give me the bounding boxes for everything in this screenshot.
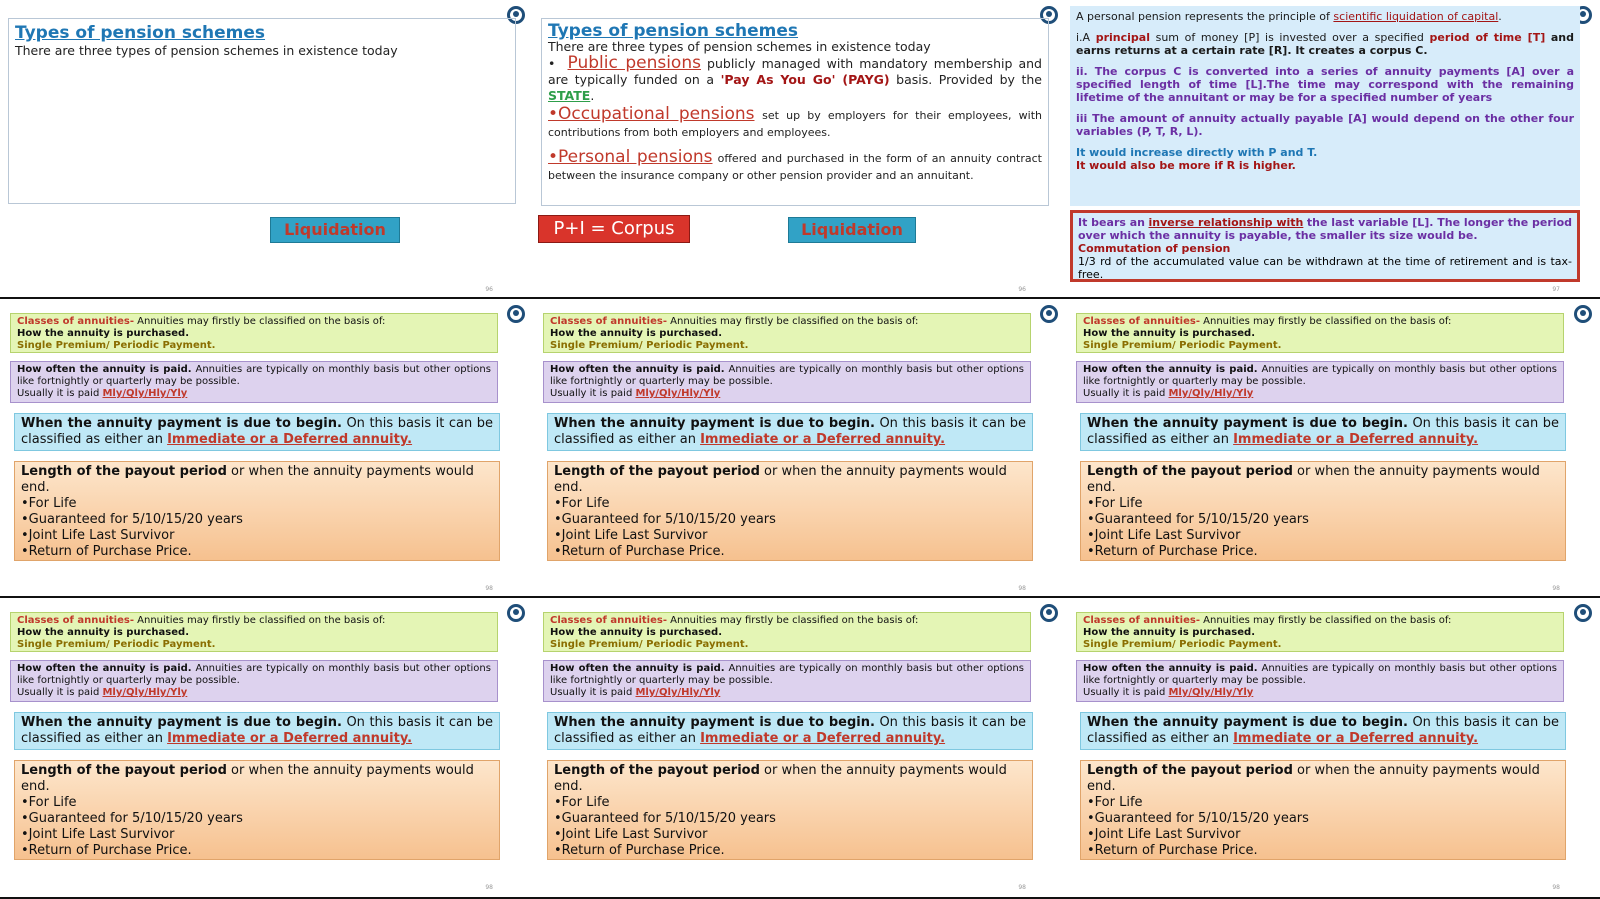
frequency-link[interactable]: Mly/Qly/Hly/Yly bbox=[102, 388, 188, 399]
occupational-text: set up by employers for their employees, with contributions from both employers and employees. bbox=[548, 109, 1042, 139]
single-premium: Single Premium/ Periodic Payment. bbox=[17, 340, 216, 351]
p1-text: i.A bbox=[1076, 31, 1091, 44]
option-guaranteed: •Guaranteed for 5/10/15/20 years bbox=[21, 512, 243, 527]
logo-icon bbox=[1574, 604, 1592, 622]
frequency-link[interactable]: Mly/Qly/Hly/Yly bbox=[635, 388, 721, 399]
frequency-link[interactable]: Mly/Qly/Hly/Yly bbox=[1168, 388, 1254, 399]
usually-text: Usually it is paid bbox=[550, 388, 633, 399]
single-premium: Single Premium/ Periodic Payment. bbox=[1083, 340, 1282, 351]
when-begin-box bbox=[14, 712, 500, 750]
when-text: On this basis it can be classified as either an bbox=[554, 715, 1027, 746]
how-often-box bbox=[10, 361, 498, 403]
option-guaranteed: •Guaranteed for 5/10/15/20 years bbox=[554, 512, 776, 527]
when-text: On this basis it can be classified as either an bbox=[1087, 416, 1560, 447]
classes-label: Classes of annuities- bbox=[17, 316, 134, 327]
how-purchased: How the annuity is purchased. bbox=[1083, 627, 1255, 638]
immediate-deferred-link[interactable]: Immediate or a Deferred annuity. bbox=[700, 731, 946, 746]
frequency-link[interactable]: Mly/Qly/Hly/Yly bbox=[635, 687, 721, 698]
box-b: the last variable [L]. The longer the period over which the annuity is payable, the smaller its size would be. bbox=[1078, 216, 1573, 242]
usually-text: Usually it is paid bbox=[1083, 388, 1166, 399]
how-often-box bbox=[543, 361, 1031, 403]
payout-period-box bbox=[1080, 461, 1566, 561]
when-title: When the annuity payment is due to begin. bbox=[1087, 715, 1408, 730]
page-number: 96 bbox=[485, 286, 493, 293]
how-purchased: How the annuity is purchased. bbox=[550, 627, 722, 638]
personal-pensions-item bbox=[548, 149, 1042, 184]
classes-label: Classes of annuities- bbox=[550, 316, 667, 327]
personal-title: •Personal pensions bbox=[548, 147, 713, 167]
how-often-text: Annuities are typically on monthly basis but other options like fortnightly or quarterly may be possible. bbox=[550, 364, 1024, 387]
payout-period-box bbox=[14, 461, 500, 561]
option-joint-life: •Joint Life Last Survivor bbox=[21, 827, 175, 842]
usually-text: Usually it is paid bbox=[17, 388, 100, 399]
length-text: or when the annuity payments would end. bbox=[554, 464, 1007, 495]
how-often-title: How often the annuity is paid. bbox=[550, 364, 725, 375]
option-joint-life: •Joint Life Last Survivor bbox=[554, 528, 708, 543]
classes-label: Classes of annuities- bbox=[1083, 615, 1200, 626]
option-return-price: •Return of Purchase Price. bbox=[554, 843, 725, 858]
page-number: 97 bbox=[1552, 286, 1560, 293]
length-text: or when the annuity payments would end. bbox=[554, 763, 1007, 794]
single-premium: Single Premium/ Periodic Payment. bbox=[550, 639, 749, 650]
slide-classes-of-annuities bbox=[533, 598, 1066, 897]
content-box bbox=[541, 18, 1049, 206]
how-often-title: How often the annuity is paid. bbox=[17, 663, 192, 674]
public-text: publicly managed with mandatory membership and are typically funded on a bbox=[548, 56, 1042, 87]
when-text: On this basis it can be classified as either an bbox=[21, 416, 494, 447]
option-for-life: •For Life bbox=[21, 795, 77, 810]
content-box bbox=[8, 18, 516, 204]
p1-b: sum of money [P] is invested over a specified bbox=[1155, 31, 1424, 44]
logo-icon bbox=[1040, 604, 1058, 622]
when-title: When the annuity payment is due to begin. bbox=[21, 715, 342, 730]
how-often-text: Annuities are typically on monthly basis but other options like fortnightly or quarterly may be possible. bbox=[1083, 364, 1557, 387]
option-for-life: •For Life bbox=[1087, 795, 1143, 810]
page-number: 98 bbox=[1552, 585, 1560, 592]
single-premium: Single Premium/ Periodic Payment. bbox=[1083, 639, 1282, 650]
length-title: Length of the payout period bbox=[1087, 464, 1293, 479]
slide-title: Types of pension schemes bbox=[548, 21, 799, 41]
option-joint-life: •Joint Life Last Survivor bbox=[21, 528, 175, 543]
page-number: 98 bbox=[1018, 884, 1026, 891]
when-title: When the annuity payment is due to begin. bbox=[21, 416, 342, 431]
p5-text: It would also be more if R is higher. bbox=[1076, 159, 1296, 172]
payout-period-box bbox=[547, 461, 1033, 561]
occupational-pensions-item bbox=[548, 106, 1042, 141]
classes-text: Annuities may firstly be classified on the basis of: bbox=[670, 316, 919, 327]
option-joint-life: •Joint Life Last Survivor bbox=[1087, 528, 1241, 543]
personal-pension-text: A personal pension represents the principle of scientific liquidation of capital. i.A principal sum of money [P] is invested over a specified period of time [T] and earns returns at a certain rate [R]. It creates a corpus C. ii. The corpus C is converted into a series of annuity payments [A] over a specified length of time [L].The time may correspond with the remaining lifetime of the annuitant or may be for a specified number of years iii The amount of annuity actually payable [A] would depend on the other four variables (P, T, R, L). It would increase directly with P and T. It would also be more if R is higher. bbox=[1070, 6, 1580, 206]
classes-box bbox=[543, 313, 1031, 353]
classes-text: Annuities may firstly be classified on the basis of: bbox=[137, 316, 386, 327]
liquidation-button[interactable]: Liquidation bbox=[788, 217, 916, 243]
option-return-price: •Return of Purchase Price. bbox=[21, 843, 192, 858]
p4-text: It would increase directly with P and T. bbox=[1076, 146, 1318, 159]
slide-types-of-pension-2 bbox=[533, 0, 1066, 299]
classes-text: Annuities may firstly be classified on the basis of: bbox=[1203, 316, 1452, 327]
option-return-price: •Return of Purchase Price. bbox=[554, 544, 725, 559]
when-title: When the annuity payment is due to begin. bbox=[554, 416, 875, 431]
when-title: When the annuity payment is due to begin. bbox=[1087, 416, 1408, 431]
immediate-deferred-link[interactable]: Immediate or a Deferred annuity. bbox=[167, 432, 413, 447]
occupational-title: •Occupational pensions bbox=[548, 104, 755, 124]
how-often-text: Annuities are typically on monthly basis but other options like fortnightly or quarterly may be possible. bbox=[1083, 663, 1557, 686]
option-return-price: •Return of Purchase Price. bbox=[21, 544, 192, 559]
slide-classes-of-annuities bbox=[0, 598, 533, 897]
logo-icon bbox=[1040, 305, 1058, 323]
how-often-title: How often the annuity is paid. bbox=[550, 663, 725, 674]
inverse-link[interactable]: inverse relationship with bbox=[1148, 216, 1304, 229]
commutation-text: 1/3 rd of the accumulated value can be withdrawn at the time of retirement and is tax-free. bbox=[1078, 255, 1572, 281]
page-number: 98 bbox=[485, 585, 493, 592]
classes-label: Classes of annuities- bbox=[550, 615, 667, 626]
page-number: 96 bbox=[1018, 286, 1026, 293]
when-begin-box bbox=[1080, 712, 1566, 750]
option-for-life: •For Life bbox=[554, 496, 610, 511]
payg-text: 'Pay As You Go' (PAYG) bbox=[720, 72, 890, 87]
single-premium: Single Premium/ Periodic Payment. bbox=[550, 340, 749, 351]
slide-classes-of-annuities bbox=[1066, 299, 1600, 598]
option-guaranteed: •Guaranteed for 5/10/15/20 years bbox=[1087, 512, 1309, 527]
length-text: or when the annuity payments would end. bbox=[21, 464, 474, 495]
slide-classes-of-annuities bbox=[0, 299, 533, 598]
how-often-title: How often the annuity is paid. bbox=[17, 364, 192, 375]
how-often-box bbox=[10, 660, 498, 702]
public-text-b: basis. Provided by the bbox=[896, 72, 1042, 87]
frequency-link[interactable]: Mly/Qly/Hly/Yly bbox=[102, 687, 188, 698]
how-often-box bbox=[1076, 660, 1564, 702]
box-a: It bears an bbox=[1078, 216, 1145, 229]
slide-title: Types of pension schemes bbox=[15, 23, 266, 43]
public-pensions-item: • Public pensions publicly managed with mandatory membership and are typically funded on a 'Pay As You Go' (PAYG) basis. Provided by the STATE. bbox=[548, 53, 1042, 103]
logo-icon bbox=[507, 604, 525, 622]
classes-label: Classes of annuities- bbox=[1083, 316, 1200, 327]
period-text: period of time [T] bbox=[1429, 31, 1546, 44]
how-often-text: Annuities are typically on monthly basis but other options like fortnightly or quarterly may be possible. bbox=[17, 364, 491, 387]
length-title: Length of the payout period bbox=[21, 464, 227, 479]
immediate-deferred-link[interactable]: Immediate or a Deferred annuity. bbox=[167, 731, 413, 746]
option-for-life: •For Life bbox=[21, 496, 77, 511]
page-number: 98 bbox=[1018, 585, 1026, 592]
classes-box bbox=[543, 612, 1031, 652]
p1-c: and earns returns at a certain rate [R]. It creates a corpus C. bbox=[1076, 31, 1574, 57]
personal-text: offered and purchased in the form of an annuity contract between the insurance company or other pension provider and an annuitant. bbox=[548, 152, 1042, 182]
when-text: On this basis it can be classified as either an bbox=[1087, 715, 1560, 746]
logo-icon bbox=[507, 305, 525, 323]
length-title: Length of the payout period bbox=[1087, 763, 1293, 778]
when-text: On this basis it can be classified as either an bbox=[21, 715, 494, 746]
option-joint-life: •Joint Life Last Survivor bbox=[1087, 827, 1241, 842]
payout-period-box bbox=[1080, 760, 1566, 860]
how-often-text: Annuities are typically on monthly basis but other options like fortnightly or quarterly may be possible. bbox=[17, 663, 491, 686]
immediate-deferred-link[interactable]: Immediate or a Deferred annuity. bbox=[1233, 432, 1479, 447]
classes-box bbox=[1076, 612, 1564, 652]
slide-types-of-pension-1 bbox=[0, 0, 533, 299]
usually-text: Usually it is paid bbox=[1083, 687, 1166, 698]
inverse-relationship-box bbox=[1070, 210, 1580, 282]
p2-text: ii. The corpus C is converted into a series of annuity payments [A] over a specified length of time [L].The time may correspond with the remaining lifetime of the annuitant or may be for a specified number of years bbox=[1076, 65, 1574, 104]
classes-box bbox=[1076, 313, 1564, 353]
option-guaranteed: •Guaranteed for 5/10/15/20 years bbox=[1087, 811, 1309, 826]
page-number: 98 bbox=[485, 884, 493, 891]
how-purchased: How the annuity is purchased. bbox=[1083, 328, 1255, 339]
when-begin-box bbox=[14, 413, 500, 451]
divider bbox=[0, 596, 1600, 598]
corpus-button[interactable]: P+I = Corpus bbox=[538, 215, 690, 243]
how-often-title: How often the annuity is paid. bbox=[1083, 364, 1258, 375]
slide-subtitle: There are three types of pension schemes in existence today bbox=[548, 39, 931, 54]
intro-text: A personal pension represents the principle of bbox=[1076, 10, 1330, 23]
classes-text: Annuities may firstly be classified on the basis of: bbox=[1203, 615, 1452, 626]
logo-icon bbox=[1574, 305, 1592, 323]
intro-link[interactable]: scientific liquidation of capital bbox=[1333, 10, 1499, 23]
how-often-box bbox=[543, 660, 1031, 702]
classes-text: Annuities may firstly be classified on the basis of: bbox=[670, 615, 919, 626]
classes-box bbox=[10, 313, 498, 353]
payout-period-box bbox=[14, 760, 500, 860]
option-for-life: •For Life bbox=[554, 795, 610, 810]
option-for-life: •For Life bbox=[1087, 496, 1143, 511]
payout-period-box bbox=[547, 760, 1033, 860]
when-begin-box bbox=[547, 712, 1033, 750]
option-return-price: •Return of Purchase Price. bbox=[1087, 843, 1258, 858]
commutation-title: Commutation of pension bbox=[1078, 242, 1231, 255]
slide-subtitle: There are three types of pension schemes in existence today bbox=[15, 43, 398, 58]
immediate-deferred-link[interactable]: Immediate or a Deferred annuity. bbox=[1233, 731, 1479, 746]
how-often-box bbox=[1076, 361, 1564, 403]
length-title: Length of the payout period bbox=[21, 763, 227, 778]
single-premium: Single Premium/ Periodic Payment. bbox=[17, 639, 216, 650]
length-text: or when the annuity payments would end. bbox=[1087, 464, 1540, 495]
usually-text: Usually it is paid bbox=[550, 687, 633, 698]
slide-classes-of-annuities bbox=[533, 299, 1066, 598]
length-text: or when the annuity payments would end. bbox=[21, 763, 474, 794]
length-title: Length of the payout period bbox=[554, 464, 760, 479]
immediate-deferred-link[interactable]: Immediate or a Deferred annuity. bbox=[700, 432, 946, 447]
length-text: or when the annuity payments would end. bbox=[1087, 763, 1540, 794]
when-begin-box bbox=[1080, 413, 1566, 451]
classes-text: Annuities may firstly be classified on the basis of: bbox=[137, 615, 386, 626]
slide-personal-pension bbox=[1066, 0, 1600, 299]
frequency-link[interactable]: Mly/Qly/Hly/Yly bbox=[1168, 687, 1254, 698]
public-pensions-title: Public pensions bbox=[567, 53, 701, 73]
option-guaranteed: •Guaranteed for 5/10/15/20 years bbox=[21, 811, 243, 826]
how-purchased: How the annuity is purchased. bbox=[550, 328, 722, 339]
page-number: 98 bbox=[1552, 884, 1560, 891]
length-title: Length of the payout period bbox=[554, 763, 760, 778]
option-joint-life: •Joint Life Last Survivor bbox=[554, 827, 708, 842]
option-guaranteed: •Guaranteed for 5/10/15/20 years bbox=[554, 811, 776, 826]
how-often-text: Annuities are typically on monthly basis but other options like fortnightly or quarterly may be possible. bbox=[550, 663, 1024, 686]
slide-classes-of-annuities bbox=[1066, 598, 1600, 897]
how-purchased: How the annuity is purchased. bbox=[17, 627, 189, 638]
classes-label: Classes of annuities- bbox=[17, 615, 134, 626]
state-link[interactable]: STATE bbox=[548, 88, 591, 103]
when-begin-box bbox=[547, 413, 1033, 451]
p3-text: iii The amount of annuity actually payable [A] would depend on the other four variables (P, T, R, L). bbox=[1076, 112, 1574, 138]
how-purchased: How the annuity is purchased. bbox=[17, 328, 189, 339]
usually-text: Usually it is paid bbox=[17, 687, 100, 698]
how-often-title: How often the annuity is paid. bbox=[1083, 663, 1258, 674]
option-return-price: •Return of Purchase Price. bbox=[1087, 544, 1258, 559]
principal-text: principal bbox=[1095, 31, 1150, 44]
classes-box bbox=[10, 612, 498, 652]
liquidation-button[interactable]: Liquidation bbox=[270, 217, 400, 243]
when-text: On this basis it can be classified as either an bbox=[554, 416, 1027, 447]
when-title: When the annuity payment is due to begin. bbox=[554, 715, 875, 730]
